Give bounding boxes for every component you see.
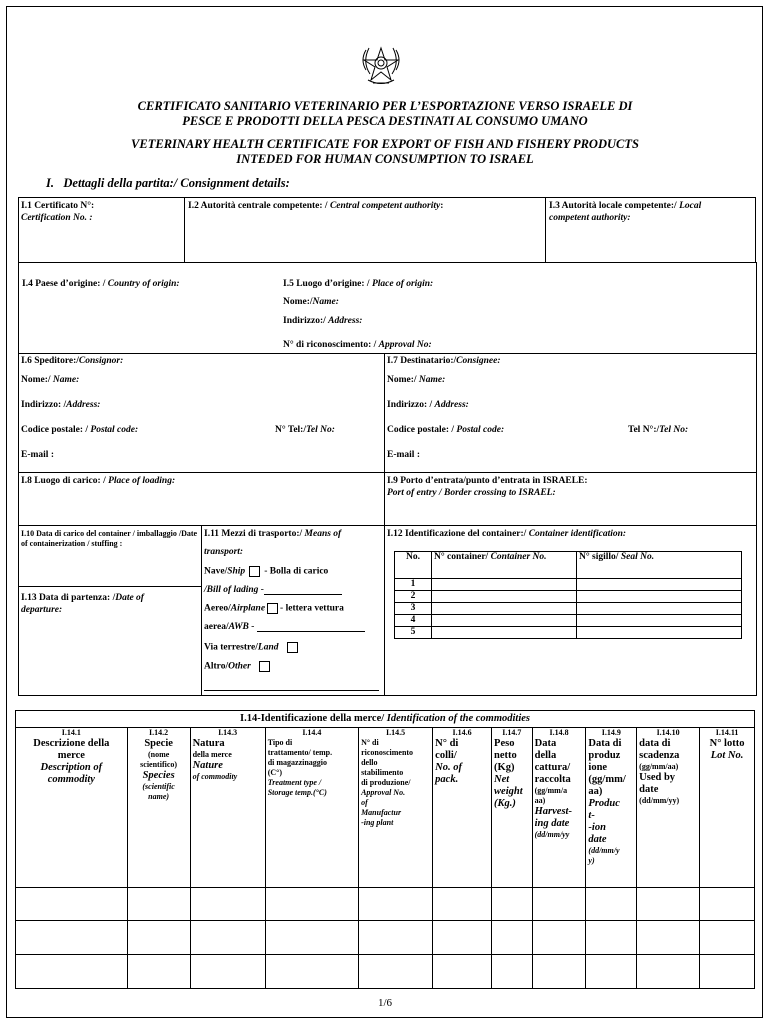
other-input[interactable] <box>204 690 379 691</box>
other-label: Altro/ <box>204 661 229 672</box>
i6-label: I.6 Speditore:/ <box>21 356 79 366</box>
column-label-line: Net <box>494 774 510 785</box>
i7-email-label: E-mail : <box>387 450 420 460</box>
i6-postal-field[interactable] <box>21 425 138 435</box>
container-no-cell[interactable] <box>432 591 577 603</box>
column-label-line: -ion <box>588 822 606 833</box>
column-label-line: data di <box>639 738 671 749</box>
commodity-col-i-14-9 <box>586 728 637 888</box>
container-row[interactable] <box>395 591 742 603</box>
i6-email-label: E-mail : <box>21 450 54 460</box>
column-label-line: scientifico) <box>140 760 178 769</box>
column-label-line: (dd/mm/yy <box>534 830 570 839</box>
column-label-line: Tipo di <box>267 738 293 747</box>
commodities-table <box>15 727 755 989</box>
box-i3[interactable] <box>545 197 756 263</box>
seal-no-cell[interactable] <box>577 591 742 603</box>
section-heading: I. Dettagli della partita:/ Consignment details: <box>46 176 290 190</box>
i7-postal-label-en: Postal code: <box>456 425 505 435</box>
column-label-line: produz <box>588 750 621 761</box>
i5-label-en: Place of origin: <box>371 279 434 289</box>
container-row-number: 1 <box>395 579 432 591</box>
column-label-line: -ing plant <box>361 818 394 827</box>
airway-label: - lettera vettura <box>280 603 344 614</box>
i5-address-field[interactable] <box>283 316 362 326</box>
column-code: I.14.6 <box>452 728 472 737</box>
column-label-line: pack. <box>435 774 459 785</box>
column-label-line: Natura <box>192 738 225 749</box>
column-label-line: (gg/mm/aa) <box>639 762 679 771</box>
box-i6 <box>18 353 385 473</box>
column-code: I.14.3 <box>218 728 238 737</box>
awb-label-en: AWB - <box>228 622 255 632</box>
column-label-line: della <box>534 750 557 761</box>
i6-postal-label-en: Postal code: <box>90 425 139 435</box>
i3-label-en2: competent authority: <box>549 213 631 223</box>
column-label-line: di produzione/ <box>361 778 411 787</box>
title-it-line2: PESCE E PRODOTTI DELLA PESCA DESTINATI AL CONSUMO UMANO <box>182 114 588 128</box>
column-code: I.14.4 <box>302 728 322 737</box>
i5-name-label-en: Name: <box>312 297 339 307</box>
bill-of-lading-input[interactable] <box>264 594 342 595</box>
i7-address-label-en: Address: <box>434 400 469 410</box>
i5-address-label-en: Address: <box>328 316 363 326</box>
commodity-row[interactable] <box>16 921 755 955</box>
container-row[interactable] <box>395 603 742 615</box>
i2-label-en: Central competent authority <box>329 201 441 211</box>
i5-approval-field[interactable] <box>283 340 432 350</box>
i6-address-field[interactable] <box>21 400 100 410</box>
column-label-line: colli/ <box>435 750 457 761</box>
i5-name-label: Nome:/ <box>283 297 313 307</box>
i7-name-label: Nome:/ <box>387 375 417 385</box>
column-label-line: y) <box>588 856 595 865</box>
i7-postal-label: Codice postale: / <box>387 425 455 435</box>
column-label-line: Description of <box>40 762 103 773</box>
column-label-line: riconoscimento <box>361 748 414 757</box>
i1-label: I.1 Certificato N°: <box>21 201 95 211</box>
i8-label: I.8 Luogo di carico: / <box>21 476 106 486</box>
container-row-number: 4 <box>395 615 432 627</box>
i6-postal-label: Codice postale: / <box>21 425 89 435</box>
column-label-line: netto <box>494 750 517 761</box>
i5-approval-label: N° di riconoscimento: / <box>283 340 377 350</box>
i5-label: I.5 Luogo d’origine: / <box>283 279 370 289</box>
box-i7 <box>384 353 757 473</box>
commodity-col-i-14-4 <box>265 728 358 888</box>
box-i2[interactable] <box>184 197 546 263</box>
airplane-checkbox[interactable] <box>267 603 278 614</box>
column-label-line: Descrizione della <box>33 738 110 749</box>
i9-label-en: Port of entry / Border crossing to ISRAEL: <box>387 488 556 498</box>
container-no-cell[interactable] <box>432 615 577 627</box>
column-label-line: N° lotto <box>709 738 745 749</box>
i2-colon: : <box>440 201 444 211</box>
commodity-col-i-14-1 <box>16 728 128 888</box>
column-label-line: Lot No. <box>710 750 744 761</box>
column-label-line: (scientific <box>142 782 175 791</box>
awb-input[interactable] <box>257 631 365 632</box>
container-no-cell[interactable] <box>432 579 577 591</box>
commodity-col-i-14-11 <box>700 728 755 888</box>
title-en-line2: INTEDED FOR HUMAN CONSUMPTION TO ISRAEL <box>236 152 534 166</box>
container-no-cell[interactable] <box>432 627 577 639</box>
container-row-number: 2 <box>395 591 432 603</box>
column-label-line: (gg/mm/a <box>534 786 568 795</box>
i8-label-en: Place of loading: <box>108 476 176 486</box>
column-label-line: aa) <box>588 786 603 797</box>
i4-label-en: Country of origin: <box>107 279 180 289</box>
bill-label-en: /Bill of lading - <box>204 585 264 595</box>
i4-label: I.4 Paese d’origine: / <box>22 279 106 289</box>
column-label-line: Peso <box>494 738 515 749</box>
ship-checkbox[interactable] <box>249 566 260 577</box>
i6-address-label: Indirizzo: / <box>21 400 67 410</box>
box-i13[interactable] <box>18 586 202 696</box>
seal-header-label: N° sigillo/ Seal No. <box>579 552 655 562</box>
page-number: 1/6 <box>377 997 393 1009</box>
i7-name-field[interactable] <box>387 375 445 385</box>
container-col-container <box>432 552 577 579</box>
column-label-line: N° di <box>361 738 379 747</box>
i10-label: I.10 Data di carico del container / imballaggio /Date of containerization / stuffing : <box>21 529 198 548</box>
i5-name-field[interactable] <box>283 297 339 307</box>
column-label-line: ing date <box>534 818 570 829</box>
column-label-line: Treatment type / <box>267 778 322 787</box>
container-row-number: 5 <box>395 627 432 639</box>
column-label-line: commodity <box>47 774 95 785</box>
i12-label-en: Container identification: <box>528 529 627 539</box>
commodities-title: I.14-Identificazione della merce/ <box>240 713 385 724</box>
column-label-line: stabilimento <box>361 768 404 777</box>
box-i10[interactable] <box>18 525 202 587</box>
column-label-line: of <box>361 798 368 807</box>
commodity-col-i-14-3 <box>190 728 265 888</box>
column-code: I.14.8 <box>549 728 569 737</box>
i7-address-label: Indirizzo: / <box>387 400 433 410</box>
i5-approval-label-en: Approval No: <box>378 340 432 350</box>
i9-label: I.9 Porto d’entrata/punto d’entrata in ISRAELE: <box>387 476 588 486</box>
i6-tel-label: N° Tel:/ <box>275 425 306 435</box>
container-row[interactable] <box>395 627 742 639</box>
column-label-line: Harvest- <box>534 806 572 817</box>
ship-label: Nave/ <box>204 566 228 577</box>
column-label-line: of commodity <box>192 772 238 781</box>
land-label: Via terrestre/ <box>204 642 258 653</box>
column-label-line: Manufactur <box>361 808 402 817</box>
box-i1[interactable] <box>18 197 185 263</box>
i11-label-en2: transport: <box>204 547 244 557</box>
i6-email-field[interactable] <box>21 450 54 460</box>
emblem-icon <box>356 40 406 88</box>
i7-label: I.7 Destinatario:/ <box>387 356 457 366</box>
column-label-line: (C°) <box>267 768 282 777</box>
air-label: Aereo/ <box>204 603 231 614</box>
column-label-line: Species <box>142 770 175 781</box>
i7-tel-field[interactable] <box>628 425 688 435</box>
i6-name-field[interactable] <box>21 375 79 385</box>
i7-address-field[interactable] <box>387 400 469 410</box>
i3-label: I.3 Autorità locale competente:/ <box>549 201 677 211</box>
seal-no-cell[interactable] <box>577 627 742 639</box>
i7-email-field[interactable] <box>387 450 420 460</box>
i13-label-en: Date of <box>115 593 144 603</box>
column-code: I.14.5 <box>386 728 406 737</box>
column-label-line: aa) <box>534 796 546 805</box>
column-label-line: merce <box>57 750 85 761</box>
column-label-line: trattamento/ temp. <box>267 748 333 757</box>
i11-label: I.11 Mezzi di trasporto:/ <box>204 529 303 539</box>
land-checkbox[interactable] <box>287 642 298 653</box>
commodity-col-i-14-2 <box>127 728 190 888</box>
column-label-line: Data di <box>588 738 622 749</box>
i6-name-label-en: Name: <box>52 375 80 385</box>
awb-label: aerea/ <box>204 622 229 632</box>
i12-label: I.12 Identificazione del container:/ <box>387 529 527 539</box>
i7-tel-label: Tel N°:/ <box>628 425 660 435</box>
other-checkbox[interactable] <box>259 661 270 672</box>
column-label-line: Specie <box>144 738 173 749</box>
column-label-line: cattura/ <box>534 762 571 773</box>
column-label-line: Used by <box>639 772 676 783</box>
column-code: I.14.1 <box>61 728 81 737</box>
i6-label-en: Consignor: <box>78 356 124 366</box>
i7-label-en: Consignee: <box>456 356 501 366</box>
air-label-en: Airplane <box>230 603 266 614</box>
column-label-line: scadenza <box>639 750 680 761</box>
i6-tel-label-en: Tel No: <box>306 425 335 435</box>
i11-label-en: Means of <box>304 529 342 539</box>
column-label-line: name) <box>148 792 170 801</box>
column-label-line: (Kg) <box>494 762 515 773</box>
seal-no-cell[interactable] <box>577 615 742 627</box>
i6-address-label-en: Address: <box>66 400 101 410</box>
column-label-line: t- <box>588 810 595 821</box>
commodity-col-i-14-10 <box>637 728 700 888</box>
container-row-number: 3 <box>395 603 432 615</box>
column-code: I.14.2 <box>149 728 169 737</box>
i2-label: I.2 Autorità centrale competente: / <box>188 201 328 211</box>
container-header-label: N° container/ Container No. <box>434 552 547 562</box>
column-label-line: (Kg.) <box>494 798 516 809</box>
container-col-no: No. <box>395 552 432 579</box>
i1-label-en: Certification No. : <box>21 213 93 223</box>
commodity-col-i-14-7 <box>492 728 533 888</box>
commodity-row[interactable] <box>16 888 755 921</box>
commodities-title-en: Identification of the commodities <box>386 713 530 724</box>
column-label-line: Storage temp.(°C) <box>267 788 327 797</box>
column-code: I.14.10 <box>656 728 680 737</box>
column-label-line: ione <box>588 762 608 773</box>
column-code: I.14.9 <box>601 728 621 737</box>
container-no-cell[interactable] <box>432 603 577 615</box>
commodity-col-i-14-8 <box>532 728 586 888</box>
i3-label-en: Local <box>679 201 702 211</box>
i6-tel-field[interactable] <box>275 425 335 435</box>
column-label-line: Data <box>534 738 557 749</box>
column-label-line: (gg/mm/ <box>588 774 626 785</box>
commodities-title-bar <box>15 710 755 728</box>
land-label-en: Land <box>257 642 279 653</box>
container-row[interactable] <box>395 615 742 627</box>
i7-postal-field[interactable] <box>387 425 504 435</box>
column-label-line: No. of <box>435 762 462 773</box>
column-label-line: date <box>588 834 607 845</box>
column-code: I.14.11 <box>715 728 739 737</box>
column-label-line: Nature <box>192 760 223 771</box>
column-code: I.14.7 <box>502 728 522 737</box>
column-label-line: raccolta <box>534 774 571 785</box>
column-label-line: di magazzinaggio <box>267 758 328 767</box>
commodity-col-i-14-5 <box>359 728 433 888</box>
column-label-line: dello <box>361 758 378 767</box>
i13-label-en2: departure: <box>21 605 63 615</box>
column-label-line: weight <box>494 786 523 797</box>
column-label-line: Approval No. <box>361 788 406 797</box>
title-it-line1: CERTIFICATO SANITARIO VETERINARIO PER L’ESPORTAZIONE VERSO ISRAELE DI <box>137 99 633 113</box>
i5-address-label: Indirizzo:/ <box>283 316 326 326</box>
container-col-seal <box>577 552 742 579</box>
column-label-line: della merce <box>192 750 232 759</box>
commodity-col-i-14-6 <box>433 728 492 888</box>
column-label-line: (dd/mm/y <box>588 846 620 855</box>
i13-label: I.13 Data di partenza: / <box>21 593 116 603</box>
container-table <box>394 551 742 639</box>
column-label-line: Produc <box>588 798 620 809</box>
other-label-en: Other <box>228 661 251 672</box>
column-label-line: (nome <box>147 750 170 759</box>
i7-name-label-en: Name: <box>418 375 446 385</box>
container-row[interactable] <box>395 579 742 591</box>
title-en-line1: VETERINARY HEALTH CERTIFICATE FOR EXPORT OF FISH AND FISHERY PRODUCTS <box>131 137 639 151</box>
commodity-row[interactable] <box>16 955 755 989</box>
i6-name-label: Nome:/ <box>21 375 51 385</box>
seal-no-cell[interactable] <box>577 603 742 615</box>
seal-no-cell[interactable] <box>577 579 742 591</box>
column-label-line: date <box>639 784 659 795</box>
column-label-line: N° di <box>435 738 459 749</box>
i7-tel-label-en: Tel No: <box>659 425 689 435</box>
ship-label-en: Ship <box>227 566 246 577</box>
bill-label: - Bolla di carico <box>264 566 329 577</box>
column-label-line: (dd/mm/yy) <box>639 796 680 805</box>
